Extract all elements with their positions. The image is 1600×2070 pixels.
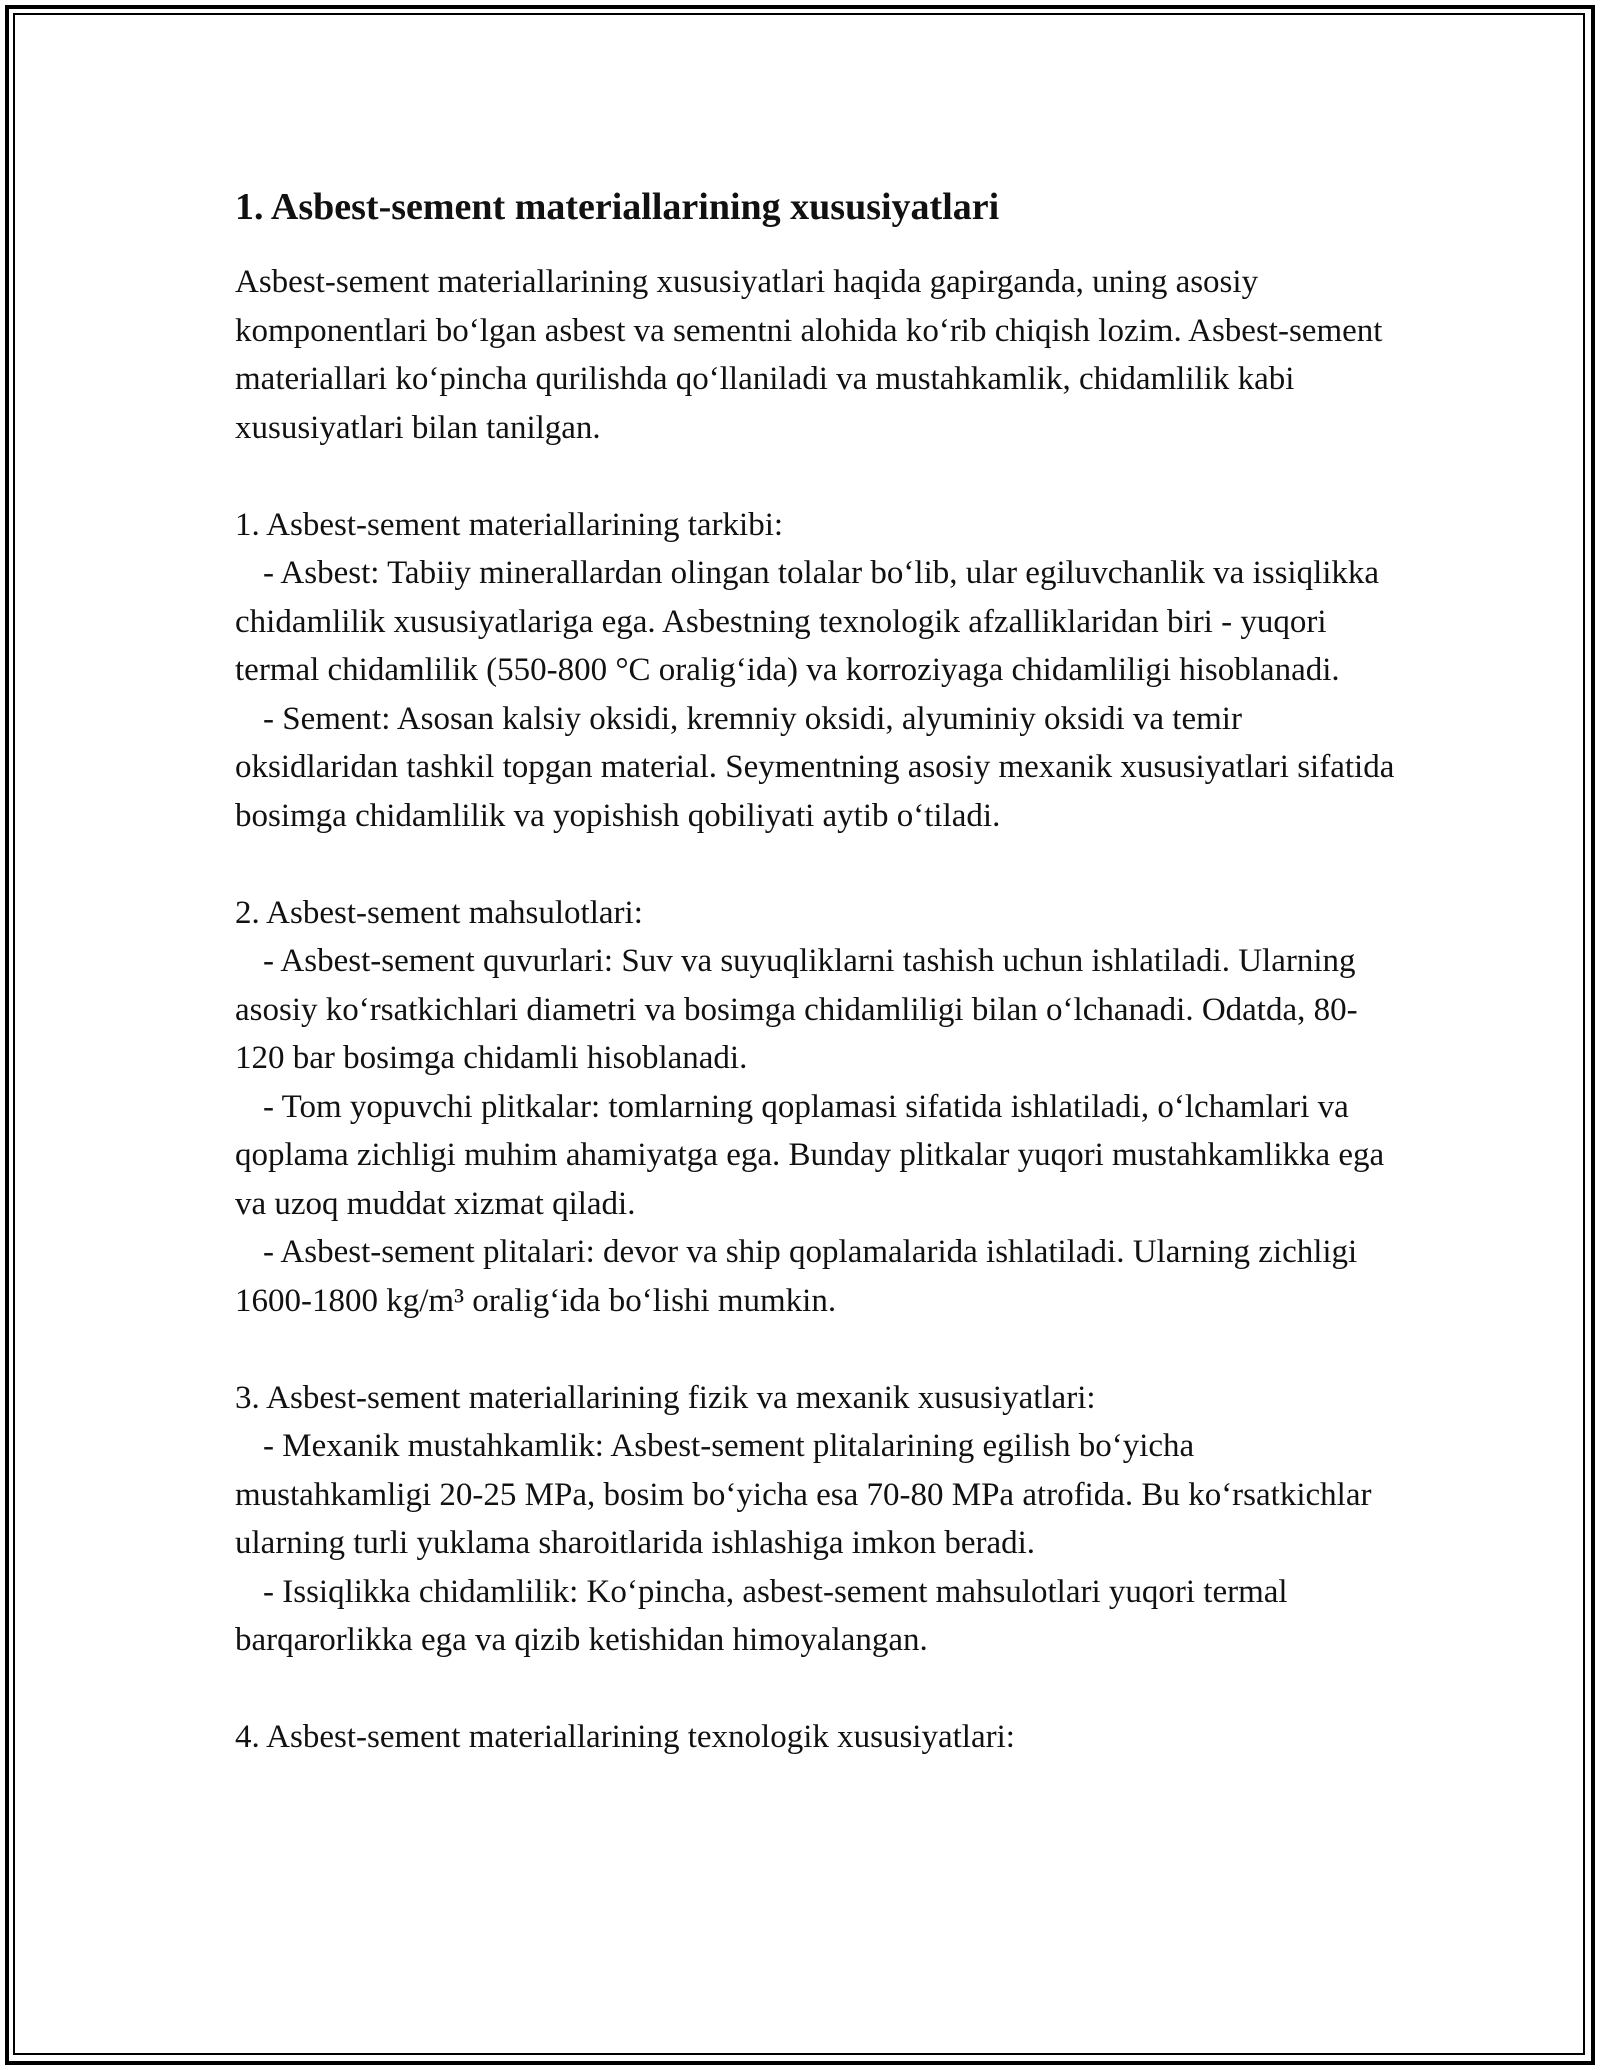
- spacer: [235, 452, 1395, 501]
- section-1-item-asbest: - Asbest: Tabiiy minerallardan olingan tolalar bo‘lib, ular egiluvchanlik va issiqlikka chidamlilik xususiyatlariga ega. Asbestning texnologik afzalliklaridan biri - yuqori termal chidamlilik (550-800 °C oralig‘ida) va korroziyaga chidamliligi hisoblanadi.: [235, 555, 1380, 689]
- section-4-heading: 4. Asbest-sement materiallarining texnologik xususiyatlari:: [235, 1719, 1015, 1756]
- document-title: 1. Asbest-sement materiallarining xususiyatlari: [235, 186, 1000, 228]
- section-2-heading: 2. Asbest-sement mahsulotlari:: [235, 894, 643, 931]
- spacer: [235, 840, 1395, 889]
- section-3-item-mustahkamlik: - Mexanik mustahkamlik: Asbest-sement plitalarining egilish bo‘yicha mustahkamligi 20-25 MPa, bosim bo‘yicha esa 70-80 MPa atrofida. Bu ko‘rsatkichlar ularning turli yuklama sharoitlarida ishlashiga imkon beradi.: [235, 1428, 1372, 1562]
- spacer: [235, 1325, 1395, 1374]
- section-2-item-plitkalar: - Tom yopuvchi plitkalar: tomlarning qoplamasi sifatida ishlatiladi, o‘lchamlari va qoplama zichligi muhim ahamiyatga ega. Bunday plitkalar yuqori mustahkamlikka ega va uzoq muddat xizmat qiladi.: [235, 1088, 1385, 1222]
- section-3-heading: 3. Asbest-sement materiallarining fizik va mexanik xususiyatlari:: [235, 1379, 1096, 1416]
- section-1-heading: 1. Asbest-sement materiallarining tarkibi:: [235, 506, 784, 543]
- intro-paragraph: Asbest-sement materiallarining xususiyatlari haqida gapirganda, uning asosiy komponentlari bo‘lgan asbest va sementni alohida ko‘rib chiqish lozim. Asbest-sement materiallari ko‘pincha qurilishda qo‘llaniladi va mustahkamlik, chidamlilik kabi xususiyatlari bilan tanilgan.: [235, 264, 1383, 446]
- section-1-item-sement: - Sement: Asosan kalsiy oksidi, kremniy oksidi, alyuminiy oksidi va temir oksidlaridan tashkil topgan material. Seymentning asosiy mexanik xususiyatlari sifatida bosimga chidamlilik va yopishish qobiliyati aytib o‘tiladi.: [235, 700, 1395, 834]
- section-3-item-issiqlik: - Issiqlikka chidamlilik: Ko‘pincha, asbest-sement mahsulotlari yuqori termal barqarorlikka ega va qizib ketishidan himoyalangan.: [235, 1573, 1288, 1659]
- spacer: [235, 1665, 1395, 1714]
- document-body: [235, 183, 1395, 1762]
- section-2-item-quvurlar: - Asbest-sement quvurlari: Suv va suyuqliklarni tashish uchun ishlatiladi. Ularning asosiy ko‘rsatkichlari diametri va bosimga chidamliligi bilan o‘lchanadi. Odatda, 80-120 bar bosimga chidamli hisoblanadi.: [235, 943, 1358, 1077]
- section-2-item-plitalar: - Asbest-sement plitalari: devor va ship qoplamalarida ishlatiladi. Ularning zichligi 1600-1800 kg/m³ oralig‘ida bo‘lishi mumkin.: [235, 1234, 1358, 1319]
